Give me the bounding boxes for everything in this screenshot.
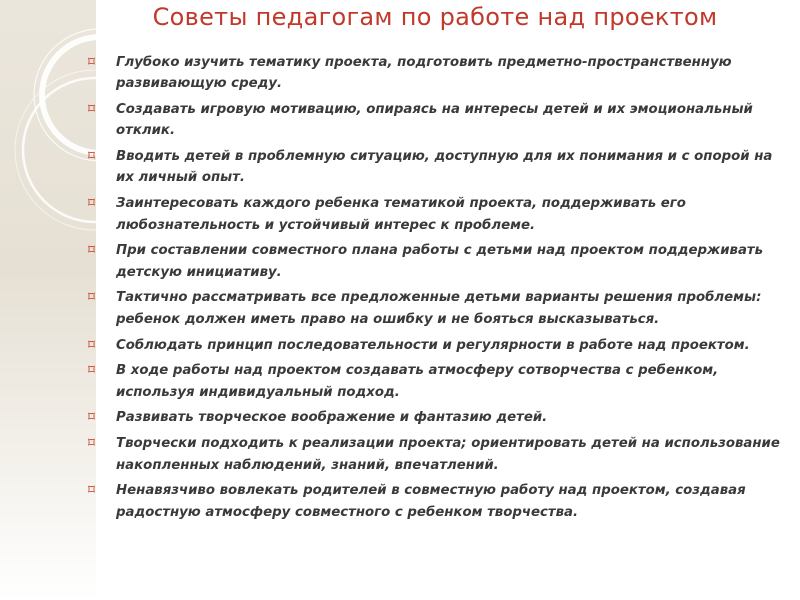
tip-text: Заинтересовать каждого ребенка тематикой проекта, поддерживать его любознательность и устойчивый интерес к проблеме. <box>116 196 686 233</box>
bullet-icon: ⌑ <box>88 483 96 499</box>
tip-text: Соблюдать принцип последовательности и регулярности в работе над проектом. <box>116 337 750 353</box>
tip-text: Тактично рассматривать все предложенные детьми варианты решения проблемы: ребенок должен иметь право на ошибку и не бояться высказываться. <box>116 290 762 327</box>
bullet-icon: ⌑ <box>88 55 96 70</box>
bullet-icon: ⌑ <box>88 337 96 353</box>
tip-item <box>88 287 794 330</box>
tip-item <box>88 480 794 523</box>
tip-item <box>88 240 794 283</box>
bullet-icon: ⌑ <box>88 410 96 426</box>
tip-text: Создавать игровую мотивацию, опираясь на интересы детей и их эмоциональный отклик. <box>116 102 753 139</box>
tip-item <box>88 335 794 356</box>
tip-text: Творчески подходить к реализации проекта; ориентировать детей на использование накопленных наблюдений, знаний, впечатлений. <box>116 436 780 473</box>
tip-text: Вводить детей в проблемную ситуацию, доступную для их понимания и с опорой на их личный опыт. <box>116 149 773 186</box>
tips-list <box>88 52 794 527</box>
bullet-icon: ⌑ <box>88 436 96 452</box>
tip-item <box>88 52 794 95</box>
bullet-icon: ⌑ <box>88 290 96 306</box>
slide-title: Советы педагогам по работе над проектом <box>152 3 718 31</box>
tip-text: Развивать творческое воображение и фантазию детей. <box>116 410 548 426</box>
tip-item <box>88 193 794 236</box>
tip-text: Глубоко изучить тематику проекта, подготовить предметно-пространственную развивающую среду. <box>116 55 732 92</box>
bullet-icon: ⌑ <box>88 243 96 259</box>
tip-text: В ходе работы над проектом создавать атмосферу сотворчества с ребенком, используя индивидуальный подход. <box>116 363 719 400</box>
bullet-icon: ⌑ <box>88 149 96 165</box>
bullet-icon: ⌑ <box>88 196 96 212</box>
bullet-icon: ⌑ <box>88 102 96 118</box>
tip-item <box>88 146 794 189</box>
tip-item <box>88 433 794 476</box>
tip-text: Ненавязчиво вовлекать родителей в совместную работу над проектом, создавая радостную атмосферу совместного с ребенком творчества. <box>116 483 746 520</box>
tip-item <box>88 407 794 428</box>
tip-text: При составлении совместного плана работы с детьми над проектом поддерживать детскую инициативу. <box>116 243 764 280</box>
tip-item <box>88 360 794 403</box>
bullet-icon: ⌑ <box>88 363 96 379</box>
tip-item <box>88 99 794 142</box>
